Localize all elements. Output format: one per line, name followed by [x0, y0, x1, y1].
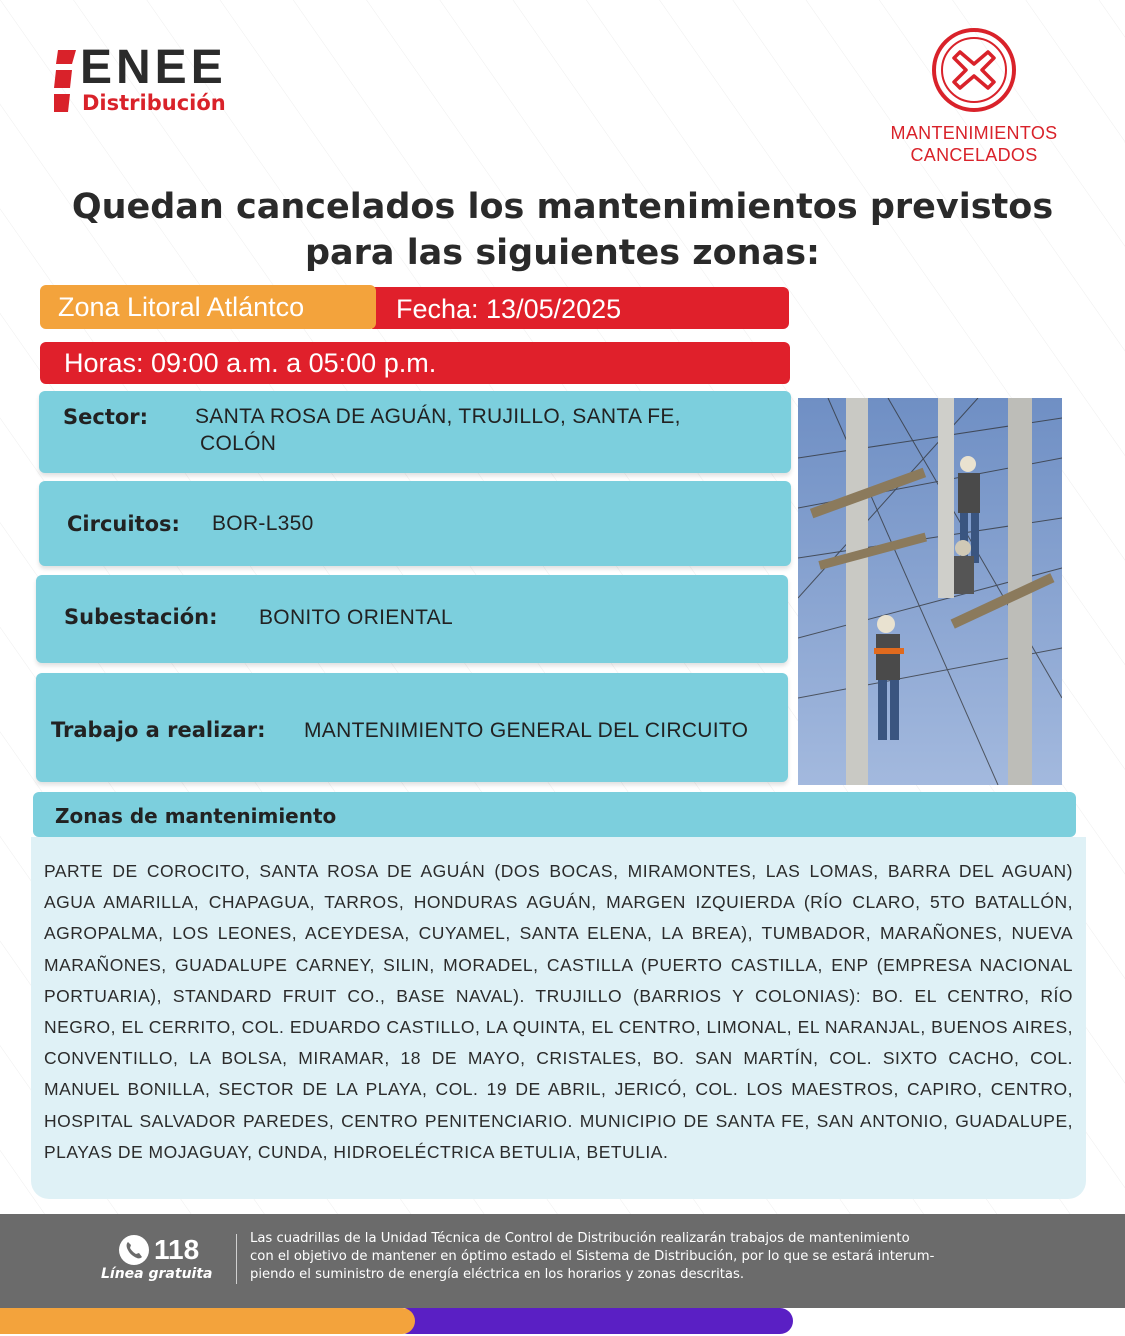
- fecha-label: Fecha: 13/05/2025: [396, 294, 622, 324]
- zona-label: Zona Litoral Atlántco: [58, 292, 305, 322]
- headline: [30, 184, 1095, 276]
- trabajo-value: MANTENIMIENTO GENERAL DEL CIRCUITO: [304, 719, 749, 742]
- footer-line2: con el objetivo de mantener en óptimo estado el Sistema de Distribución, por lo que se estará interum-: [250, 1249, 935, 1264]
- badge-line2: CANCELADOS: [910, 145, 1038, 165]
- enee-logo-mark-icon: [54, 48, 78, 112]
- headline-line2: para las siguientes zonas:: [304, 233, 821, 273]
- bottom-strip-purple: [395, 1308, 793, 1334]
- logo-subtitle: Distribución: [82, 91, 226, 115]
- subestacion-label: Subestación:: [64, 605, 218, 629]
- cancel-badge: [868, 26, 1080, 166]
- cancel-x-icon: [930, 26, 1018, 114]
- headline-line1: Quedan cancelados los mantenimientos previstos: [71, 187, 1054, 227]
- badge-line1: MANTENIMIENTOS: [890, 123, 1058, 143]
- enee-logo: [54, 41, 294, 120]
- sector-box: [39, 391, 791, 473]
- lineman-photo: [798, 398, 1062, 785]
- footer-line3: piendo el suministro de energía eléctrica en los horarios y zonas descritas.: [250, 1267, 745, 1282]
- sector-value-line1: SANTA ROSA DE AGUÁN, TRUJILLO, SANTA FE,: [195, 405, 681, 428]
- trabajo-label: Trabajo a realizar:: [51, 718, 266, 742]
- sector-label: Sector:: [63, 405, 149, 429]
- phone-icon: [118, 1234, 150, 1266]
- footer-divider: [236, 1234, 237, 1284]
- subestacion-value: BONITO ORIENTAL: [259, 606, 453, 629]
- circuitos-value: BOR-L350: [212, 512, 314, 535]
- sector-value-line2: COLÓN: [200, 432, 277, 455]
- footer-line1: Las cuadrillas de la Unidad Técnica de Control de Distribución realizarán trabajos de mantenimiento: [250, 1231, 910, 1246]
- bottom-strip-orange: [0, 1308, 415, 1334]
- circuitos-label: Circuitos:: [67, 512, 180, 536]
- horas-label: Horas: 09:00 a.m. a 05:00 p.m.: [64, 348, 437, 378]
- zonas-label: Zonas de mantenimiento: [55, 804, 337, 828]
- footer-text: [250, 1230, 1050, 1284]
- phone-label: Línea gratuita: [101, 1266, 213, 1282]
- phone-number: 118: [154, 1234, 200, 1265]
- cancel-badge-text: [868, 122, 1080, 166]
- zonas-text: PARTE DE COROCITO, SANTA ROSA DE AGUÁN (DOS BOCAS, MIRAMONTES, LAS LOMAS, BARRA DEL AGUAN) AGUA AMARILLA, CHAPAGUA, TARROS, HONDURAS AGUÁN, MARGEN IZQUIERDA (RÍO CLARO, 5TO BATALLÓN, AGROPALMA, LOS LEONES, ACEYDESA, CUYAMEL, SANTA ELENA, LA BREA), TUMBADOR, MARAÑONES, NUEVA MARAÑONES, GUADALUPE CARNEY, SILIN, MORADEL, CASTILLA (PUERTO CASTILLA, ENP (EMPRESA NACIONAL PORTUARIA), STANDARD FRUIT CO., BASE NAVAL). TRUJILLO (BARRIOS Y COLONIAS): BO. EL CENTRO, RÍO NEGRO, EL CERRITO, COL. EDUARDO CASTILLO, LA QUINTA, EL CENTRO, LIMONAL, EL NARANJAL, BUENOS AIRES, CONVENTILLO, LA BOLSA, MIRAMAR, 18 DE MAYO, CRISTALES, BO. SAN MARTÍN, COL. SIXTO CACHO, COL. MANUEL BONILLA, SECTOR DE LA PLAYA, COL. 19 DE ABRIL, JERICÓ, COL. LOS MAESTROS, CAPIRO, CENTRO, HOSPITAL SALVADOR PAREDES, CENTRO PENITENCIARIO. MUNICIPIO DE SANTA FE, SAN ANTONIO, GUADALUPE, PLAYAS DE MOJAGUAY, CUNDA, HIDROELÉCTRICA BETULIA, BETULIA.: [44, 861, 1073, 1162]
- logo-brand: ENEE: [80, 41, 227, 94]
